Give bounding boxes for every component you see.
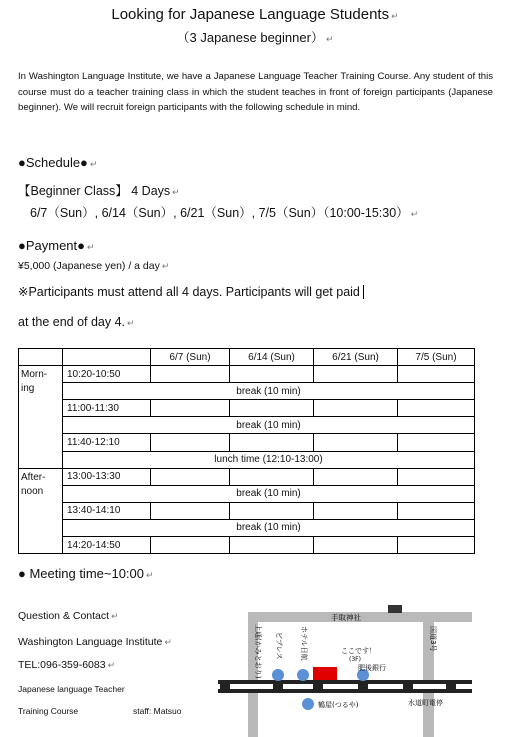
page-title: Looking for Japanese Language Students ↵ xyxy=(111,6,399,23)
time-cell: 13:40-14:10 xyxy=(63,502,151,519)
map-label-bank: 肥後銀行 xyxy=(358,664,386,672)
lunch-cell: lunch time (12:10-13:00) xyxy=(63,451,475,468)
intro-paragraph: In Washington Language Institute, we have a Japanese Language Teacher Training Course. Any student of this course must do a teacher training class in which the student teaches in front of foreign participants (Japanese beginner). We will recruit foreign participants with the following schedule in mind. xyxy=(18,71,493,113)
tsuruya-marker xyxy=(302,698,314,710)
map-label-kamitori: 上通(かみとおり) xyxy=(254,624,262,679)
break-row xyxy=(19,383,475,400)
destination-marker xyxy=(313,667,337,680)
hotel-marker xyxy=(297,669,309,681)
map-label-kokudo: 国道3号 xyxy=(429,626,437,652)
payment-note-line1: ※Participants must attend all 4 days. Participants will get paid xyxy=(18,284,368,299)
time-cell: 11:40-12:10 xyxy=(63,434,151,451)
map-label-floor: (3F) xyxy=(349,656,361,663)
break-cell: break (10 min) xyxy=(63,383,475,400)
header-cell: 6/21 (Sun) xyxy=(314,349,398,366)
contact-tel: TEL:096-359-6083 ↵ xyxy=(18,659,116,671)
break-row xyxy=(19,485,475,502)
map-label-here: ここです！ xyxy=(341,647,376,655)
biplace-marker xyxy=(272,669,284,681)
contact-course-line2: Training Course xyxy=(18,706,79,716)
time-cell: 10:20-10:50 xyxy=(63,366,151,383)
table-row xyxy=(19,400,475,417)
payment-heading: ●Payment● ↵ xyxy=(18,238,95,253)
contact-course-line1: Japanese language Teacher xyxy=(18,684,125,694)
contact-staff: staff: Matsuo xyxy=(133,706,182,716)
header-cell xyxy=(19,349,63,366)
dates-line: 6/7（Sun）, 6/14（Sun）, 6/21（Sun）, 7/5（Sun）（10:00-15:30） ↵ xyxy=(30,206,419,220)
time-cell: 13:00-13:30 xyxy=(63,468,151,485)
lunch-row xyxy=(19,451,475,468)
header-cell: 6/7 (Sun) xyxy=(151,349,230,366)
header-cell xyxy=(63,349,151,366)
payment-amount: ¥5,000 (Japanese yen) / a day ↵ xyxy=(18,260,170,272)
table-row xyxy=(19,502,475,519)
schedule-heading: ●Schedule● ↵ xyxy=(18,155,98,170)
afternoon-label: After-noon xyxy=(19,468,63,553)
contact-heading: Question & Contact ↵ xyxy=(18,610,119,622)
morning-label: Morn-ing xyxy=(19,366,63,469)
map-label-tsuruya: 鶴屋(つるや) xyxy=(318,701,359,709)
shrine-icon xyxy=(388,605,402,613)
payment-note-line2: at the end of day 4. ↵ xyxy=(18,315,135,329)
table-row xyxy=(19,366,475,383)
meeting-time: ● Meeting time~10:00 ↵ xyxy=(18,566,154,581)
map-label-shrine: 手取神社 xyxy=(331,613,361,622)
time-cell: 14:20-14:50 xyxy=(63,537,151,554)
schedule-table xyxy=(18,348,475,554)
map-label-hotel: ホテル日航 xyxy=(300,626,308,661)
header-cell: 7/5 (Sun) xyxy=(398,349,475,366)
break-cell: break (10 min) xyxy=(63,485,475,502)
location-map xyxy=(218,600,472,737)
table-row xyxy=(19,537,475,554)
page-subtitle: （3 Japanese beginner） ↵ xyxy=(176,30,334,45)
break-row xyxy=(19,417,475,434)
time-cell: 11:00-11:30 xyxy=(63,400,151,417)
table-row xyxy=(19,434,475,451)
class-line: 【Beginner Class】 4 Days ↵ xyxy=(18,184,180,198)
header-cell: 6/14 (Sun) xyxy=(230,349,314,366)
break-row xyxy=(19,519,475,536)
map-label-biplace: ビプレス xyxy=(275,632,283,660)
break-cell: break (10 min) xyxy=(63,519,475,536)
contact-institute: Washington Language Institute ↵ xyxy=(18,636,172,648)
map-label-tram: 水道町電停 xyxy=(408,699,443,707)
table-row xyxy=(19,468,475,485)
break-cell: break (10 min) xyxy=(63,417,475,434)
table-header-row xyxy=(19,349,475,366)
